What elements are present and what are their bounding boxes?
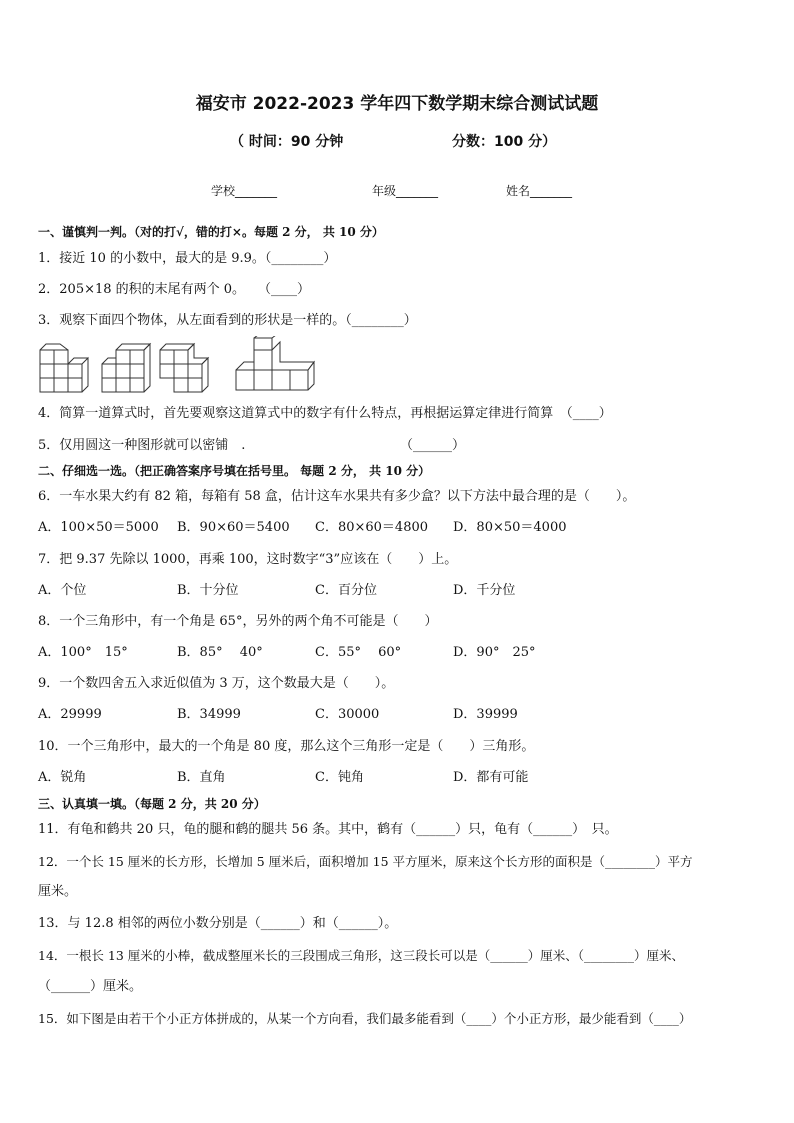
question-6-option-a: A．100×50＝5000 (38, 520, 159, 535)
question-6-option-d: D．80×50＝4000 (453, 520, 567, 535)
question-8: 8．一个三角形中，有一个角是 65°，另外的两个角不可能是（ ） (38, 614, 438, 629)
question-14: 14．一根长 13 厘米的小棒，截成整厘米长的三段围成三角形，这三段长可以是（______）厘米、（________）厘米、 (38, 948, 685, 963)
question-8-option-c: C．55° 60° (315, 645, 402, 660)
question-7-option-d: D．千分位 (453, 583, 516, 598)
page-title: 福安市 2022-2023 学年四下数学期末综合测试试题 (195, 94, 599, 114)
question-5: 5．仅用圆这一种图形就可以密铺 . (38, 438, 246, 453)
school-field: 学校_______ (211, 184, 278, 198)
question-6-option-b: B．90×60＝5400 (177, 520, 290, 535)
question-3: 3．观察下面四个物体，从左面看到的形状是一样的。（________） (38, 313, 417, 328)
question-9-option-c: C．30000 (315, 707, 380, 722)
question-15: 15．如下图是由若干个小正方体拼成的，从某一个方向看，我们最多能看到（____）个小正方形，最少能看到（____） (38, 1011, 692, 1026)
question-4: 4．简算一道算式时，首先要观察这道算式中的数字有什么特点，再根据运算定律进行简算 （____） (38, 406, 612, 421)
section-2-heading: 二、仔细选一选。（把正确答案序号填在括号里。 每题 2 分， 共 10 分） (38, 464, 431, 478)
question-9: 9．一个数四舍五入求近似值为 3 万，这个数最大是（ ）。 (38, 676, 395, 691)
exam-time: （ 时间：90 分钟 (230, 134, 344, 150)
question-8-option-a: A．100° 15° (38, 645, 128, 660)
question-9-option-a: A．29999 (38, 707, 102, 722)
question-7-option-c: C．百分位 (315, 583, 377, 598)
question-12-cont: 厘米。 (38, 884, 78, 899)
cube-figure-2 (102, 344, 150, 392)
question-13: 13．与 12.8 相邻的两位小数分别是（______）和（______）。 (38, 916, 398, 931)
question-6-option-c: C．80×60＝4800 (315, 520, 429, 535)
name-field: 姓名_______ (506, 184, 573, 198)
question-14-cont: （______）厘米。 (38, 979, 143, 994)
cube-figures (38, 336, 328, 396)
question-7-option-b: B．十分位 (177, 583, 239, 598)
question-2: 2．205×18 的积的末尾有两个 0。 （____） (38, 282, 311, 297)
question-1: 1．接近 10 的小数中，最大的是 9.9。（________） (38, 251, 337, 266)
grade-field: 年级_______ (372, 184, 439, 198)
question-8-option-d: D．90° 25° (453, 645, 536, 660)
question-9-option-d: D．39999 (453, 707, 518, 722)
question-10-option-a: A．锐角 (38, 770, 87, 785)
question-7: 7．把 9.37 先除以 1000，再乘 100，这时数字“3”应该在（ ）上。 (38, 552, 458, 567)
question-10-option-b: B．直角 (177, 770, 226, 785)
section-1-heading: 一、谨慎判一判。（对的打√，错的打×。每题 2 分， 共 10 分） (38, 225, 384, 239)
question-5-blank: （______） (400, 438, 466, 453)
question-11: 11．有龟和鹤共 20 只，龟的腿和鹤的腿共 56 条。其中，鹤有（______）只，龟有（______） 只。 (38, 822, 618, 837)
question-12: 12．一个长 15 厘米的长方形，长增加 5 厘米后，面积增加 15 平方厘米，原来这个长方形的面积是（________）平方 (38, 854, 693, 869)
question-10-option-d: D．都有可能 (453, 770, 529, 785)
cube-figure-4 (236, 336, 314, 390)
question-9-option-b: B．34999 (177, 707, 241, 722)
exam-score: 分数：100 分） (452, 134, 557, 150)
question-6: 6．一车水果大约有 82 箱，每箱有 58 盒，估计这车水果共有多少盒？以下方法中最合理的是（ ）。 (38, 489, 636, 504)
question-10-option-c: C．钝角 (315, 770, 364, 785)
cube-figure-1 (40, 344, 88, 392)
cube-figure-3 (160, 344, 208, 392)
question-10: 10．一个三角形中，最大的一个角是 80 度，那么这个三角形一定是（ ）三角形。 (38, 739, 535, 754)
question-8-option-b: B．85° 40° (177, 645, 263, 660)
question-7-option-a: A．个位 (38, 583, 87, 598)
section-3-heading: 三、认真填一填。（每题 2 分，共 20 分） (38, 797, 266, 811)
